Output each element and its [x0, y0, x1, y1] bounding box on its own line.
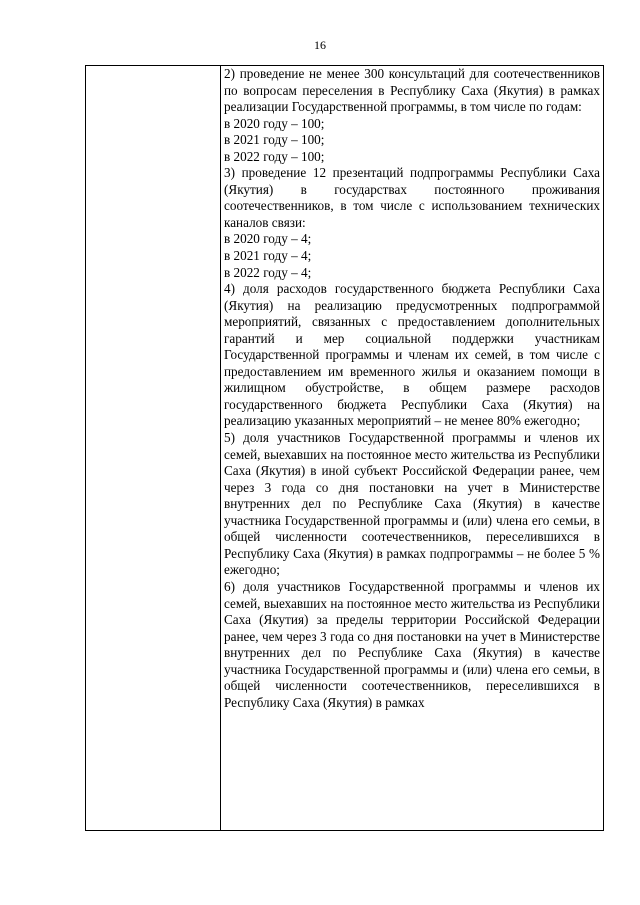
- year-line-2021-consultations: в 2021 году – 100;: [224, 132, 325, 148]
- paragraph-item-3: 3) проведение 12 презентаций подпрограммы Республики Саха (Якутия) в государствах постоянного проживания соотечественников, в том числе с использованием технических каналов связи:: [224, 165, 600, 230]
- year-line-2020-presentations: в 2020 году – 4;: [224, 231, 312, 247]
- paragraph-item-4: 4) доля расходов государственного бюджета Республики Саха (Якутия) на реализацию предусмотренных подпрограммой мероприятий, связанных с предоставлением дополнительных гарантий и мер социальной поддержки участникам Государственной программы и членам их семей, в том числе с предоставлением им временного жилья и оказанием помощи в жилищном обустройстве, в общем размере расходов государственного бюджета Республики Саха (Якутия) на реализацию указанных мероприятий – не менее 80% ежегодно;: [224, 281, 600, 429]
- year-line-2022-consultations: в 2022 году – 100;: [224, 148, 325, 164]
- year-line-2020-consultations: в 2020 году – 100;: [224, 115, 325, 131]
- year-line-2022-presentations: в 2022 году – 4;: [224, 264, 312, 280]
- right-cell-content: [221, 66, 603, 711]
- table-cell-right: [221, 66, 604, 831]
- document-table: [85, 65, 604, 831]
- paragraph-item-6: 6) доля участников Государственной программы и членов их семей, выехавших на постоянное место жительства из Республики Саха (Якутия) за пределы территории Российской Федерации ранее, чем через 3 года со дня постановки на учет в Министерстве внутренних дел по Республике Саха (Якутия) в качестве участника Государственной программы и (или) члена его семьи, в общей численности соотечественников, переселившихся в Республику Саха (Якутия) в рамках: [224, 578, 600, 710]
- page-number: 16: [314, 38, 326, 52]
- paragraph-item-5: 5) доля участников Государственной программы и членов их семей, выехавших на постоянное место жительства из Республики Саха (Якутия) в иной субъект Российской Федерации ранее, чем через 3 года со дня постановки на учет в Министерстве внутренних дел по Республике Саха (Якутия) в качестве участника Государственной программы и (или) члена его семьи, в общей численности соотечественников, переселившихся в Республику Саха (Якутия) в рамках подпрограммы – не более 5 % ежегодно;: [224, 430, 600, 578]
- table-row: [86, 66, 604, 831]
- table-cell-left: [86, 66, 221, 831]
- paragraph-item-2: 2) проведение не менее 300 консультаций для соотечественников по вопросам переселения в Республику Саха (Якутия) в рамках реализации Государственной программы, в том числе по годам:: [224, 66, 600, 115]
- year-line-2021-presentations: в 2021 году – 4;: [224, 248, 312, 264]
